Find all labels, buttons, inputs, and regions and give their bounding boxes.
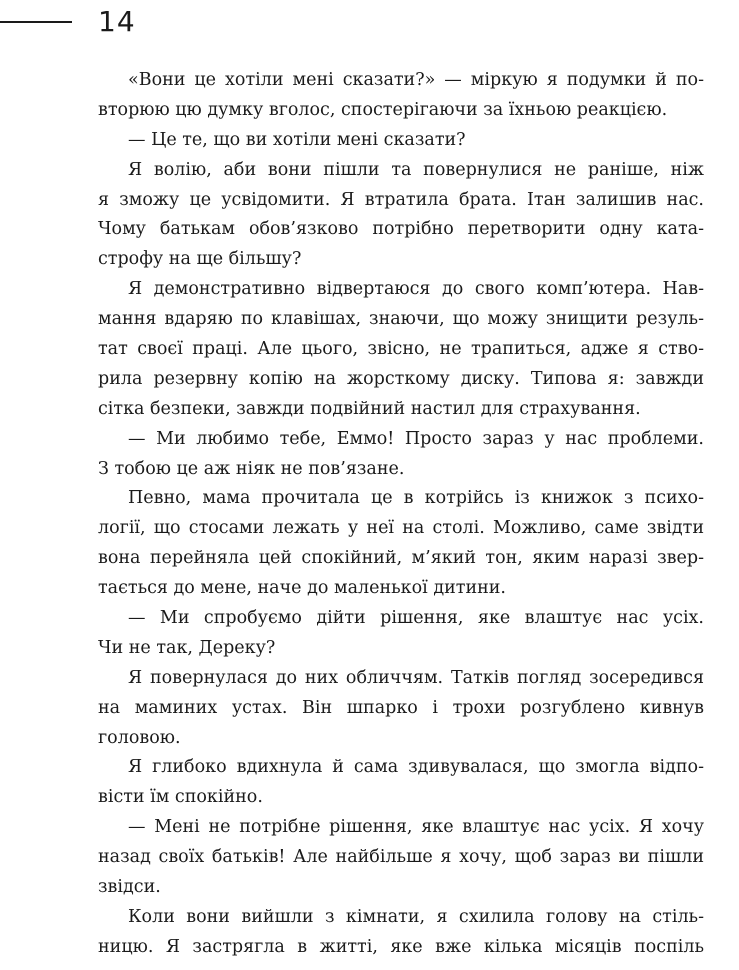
paragraph bbox=[98, 484, 704, 604]
text-line: Коли вони вийшли з кімнати, я схилила голову на стіль- bbox=[128, 906, 704, 927]
text-line: — Ми спробуємо дійти рішення, яке влаштує нас усіх. bbox=[128, 608, 704, 629]
text-line: Я глибоко вдихнула й сама здивувалася, що змогла відпо- bbox=[128, 757, 704, 778]
text-line: строфу на ще більшу? bbox=[98, 249, 302, 270]
text-line: сітка безпеки, завжди подвійний настил для страхування. bbox=[98, 398, 641, 419]
text-line: я зможу це усвідомити. Я втратила брата. Ітан залишив нас. bbox=[98, 189, 704, 210]
paragraph bbox=[98, 126, 704, 156]
header-rule bbox=[0, 21, 72, 23]
text-line: — Це те, що ви хотіли мені сказати? bbox=[128, 129, 466, 150]
text-line: тат своєї праці. Але цього, звісно, не трапиться, адже я ство- bbox=[98, 339, 704, 360]
text-line: рила резервну копію на жорсткому диску. Типова я: завжди bbox=[98, 368, 704, 389]
text-line: Певно, мама прочитала це в котрійсь із книжок з психо- bbox=[128, 488, 704, 509]
paragraph bbox=[98, 903, 704, 963]
paragraph bbox=[98, 813, 704, 903]
paragraph bbox=[98, 604, 704, 664]
text-line: мання вдаряю по клавішах, знаючи, що можу знищити резуль- bbox=[98, 309, 704, 330]
text-line: вісти їм спокійно. bbox=[98, 787, 263, 808]
text-line: Чому батькам обов’язково потрібно перетворити одну ката- bbox=[98, 219, 704, 240]
text-line: звідси. bbox=[98, 877, 161, 898]
text-line: З тобою це аж ніяк не пов’язане. bbox=[98, 458, 405, 479]
page-number: 14 bbox=[98, 5, 136, 38]
text-line: назад своїх батьків! Але найбільше я хочу, щоб зараз ви пішли bbox=[98, 847, 704, 868]
text-line: на маминих устах. Він шпарко і трохи розгублено кивнув bbox=[98, 697, 704, 718]
text-line: логії, що стосами лежать у неї на столі. Можливо, саме звідти bbox=[98, 518, 704, 539]
paragraph bbox=[98, 753, 704, 813]
text-line: тається до мене, наче до маленької дитини. bbox=[98, 578, 506, 599]
paragraph bbox=[98, 425, 704, 485]
text-line: головою. bbox=[98, 727, 181, 748]
text-line: вона перейняла цей спокійний, м’який тон, яким наразі звер- bbox=[98, 548, 704, 569]
paragraph bbox=[98, 664, 704, 754]
text-line: Я волію, аби вони пішли та повернулися не раніше, ніж bbox=[128, 159, 704, 180]
text-line: «Вони це хотіли мені сказати?» — міркую я подумки й по- bbox=[128, 70, 704, 90]
text-line: Я повернулася до них обличчям. Татків погляд зосередився bbox=[128, 667, 704, 688]
text-line: вторюю цю думку вголос, спостерігаючи за їхньою реакцією. bbox=[98, 99, 668, 120]
paragraph bbox=[98, 156, 704, 276]
text-line: Я демонстративно відвертаюся до свого комп’ютера. Нав- bbox=[128, 279, 704, 300]
paragraph bbox=[98, 275, 704, 424]
text-line: — Ми любимо тебе, Еммо! Просто зараз у нас проблеми. bbox=[128, 428, 704, 449]
text-line: Чи не так, Дереку? bbox=[98, 637, 276, 658]
text-line: ницю. Я застрягла в житті, яке вже кілька місяців поспіль bbox=[98, 936, 704, 957]
paragraph bbox=[98, 66, 704, 126]
text-line: — Мені не потрібне рішення, яке влаштує нас усіх. Я хочу bbox=[128, 817, 704, 838]
body-text bbox=[98, 66, 704, 963]
